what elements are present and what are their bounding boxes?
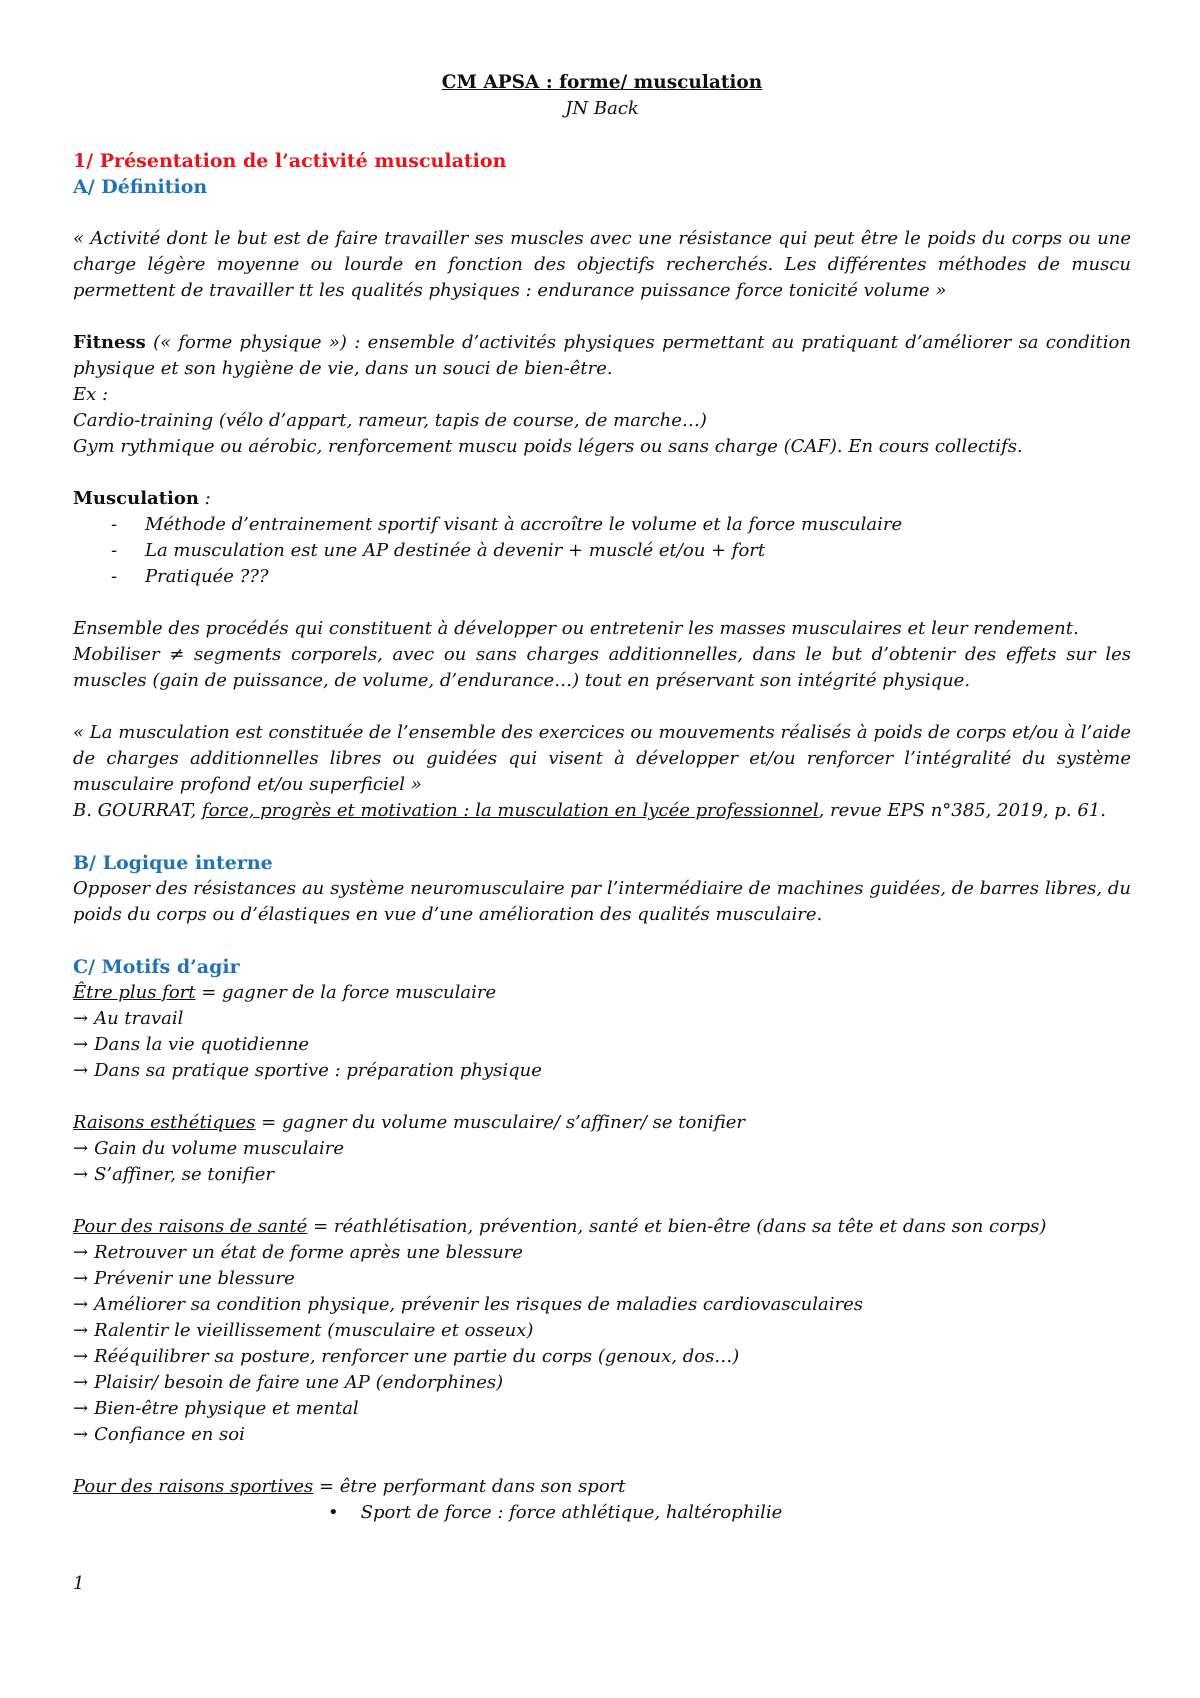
section-a-heading: A/ Définition [73, 176, 208, 198]
motive-description: = gagner du volume musculaire/ s’affiner/ se tonifier [255, 1112, 745, 1133]
list-item: - Pratiquée ??? [111, 564, 1131, 590]
arrow-right-icon: → [73, 1294, 89, 1315]
arrow-right-icon: → [73, 1138, 89, 1159]
motive-label: Raisons esthétiques [73, 1112, 256, 1133]
fitness-example-2: Gym rythmique ou aérobic, renforcement muscu poids légers ou sans charge (CAF). En cours collectifs. [73, 436, 1023, 457]
arrow-item [73, 1344, 1131, 1370]
page-number: 1 [73, 1573, 85, 1594]
arrow-item [73, 1422, 1131, 1448]
motive-group-health [73, 1214, 1131, 1240]
motive-label: Pour des raisons de santé [73, 1216, 308, 1237]
bullet-icon: • [328, 1502, 339, 1523]
arrow-item [73, 1396, 1131, 1422]
motive-description: = réathlétisation, prévention, santé et bien-être (dans sa tête et dans son corps) [307, 1216, 1047, 1237]
arrow-item [73, 1136, 1131, 1162]
arrow-right-icon: → [73, 1372, 89, 1393]
citation-title: force, progrès et motivation : la musculation en lycée professionnel [201, 800, 819, 821]
arrow-item-text: Retrouver un état de forme après une blessure [94, 1242, 523, 1263]
arrow-item-text: Dans la vie quotidienne [94, 1034, 310, 1055]
arrow-item-text: Au travail [94, 1008, 184, 1029]
motive-label: Être plus fort [73, 982, 196, 1003]
arrow-right-icon: → [73, 1060, 89, 1081]
bullet-item [73, 1500, 1131, 1526]
list-item: - Méthode d’entrainement sportif visant à accroître le volume et la force musculaire [111, 512, 1131, 538]
arrow-right-icon: → [73, 1424, 89, 1445]
musculation-list [73, 512, 1131, 590]
list-item: - La musculation est une AP destinée à devenir + musclé et/ou + fort [111, 538, 1131, 564]
section-b-heading: B/ Logique interne [73, 852, 273, 874]
arrow-right-icon: → [73, 1008, 89, 1029]
motive-group-sport [73, 1474, 1131, 1500]
musculation-quote: « La musculation est constituée de l’ensemble des exercices ou mouvements réalisés à poids de corps et/ou à l’aide de charges additionnelles libres ou guidées qui visent à développer et/ou renforcer l’intégralité du système musculaire profond et/ou superficiel » [73, 722, 1131, 795]
spacer [73, 304, 1131, 330]
citation-author: B. GOURRAT, [73, 800, 202, 821]
fitness-paren: (« forme physique ») : [153, 332, 361, 353]
arrow-item-text: S’affiner, se tonifier [94, 1164, 274, 1185]
motive-group-aesthetic [73, 1110, 1131, 1136]
arrow-item [73, 1266, 1131, 1292]
musculation-paragraph-1: Ensemble des procédés qui constituent à développer ou entretenir les masses musculaires et leur rendement. [73, 618, 1079, 639]
arrow-right-icon: → [73, 1034, 89, 1055]
motive-description: = gagner de la force musculaire [195, 982, 497, 1003]
musculation-colon: : [198, 488, 211, 509]
fitness-term: Fitness [73, 332, 146, 353]
section-b-text: Opposer des résistances au système neuromusculaire par l’intermédiaire de machines guidées, de barres libres, du poids du corps ou d’élastiques en vue d’une amélioration des qualités musculaire. [73, 878, 1131, 925]
spacer [73, 928, 1131, 954]
citation [73, 798, 1131, 824]
fitness-text: ensemble d’activités physiques permettant au pratiquant d’améliorer sa condition physique et son hygiène de vie, dans un souci de bien-être. [73, 332, 1131, 379]
arrow-right-icon: → [73, 1346, 89, 1367]
arrow-right-icon: → [73, 1164, 89, 1185]
definition-quote: « Activité dont le but est de faire travailler ses muscles avec une résistance qui peut être le poids du corps ou une charge légère moyenne ou lourde en fonction des objectifs recherchés. Les différentes méthodes de muscu permettent de travailler tt les qualités physiques : endurance puissance force tonicité volume » [73, 228, 1131, 301]
spacer [73, 1448, 1131, 1474]
spacer [73, 122, 1131, 148]
document-title: CM APSA : forme/ musculation [441, 72, 763, 93]
spacer [73, 1084, 1131, 1110]
spacer [73, 1188, 1131, 1214]
arrow-item [73, 1058, 1131, 1084]
arrow-item-text: Rééquilibrer sa posture, renforcer une partie du corps (genoux, dos…) [94, 1346, 740, 1367]
musculation-paragraph-2: Mobiliser ≠ segments corporels, avec ou sans charges additionnelles, dans le but d’obtenir des effets sur les muscles (gain de puissance, de volume, d’endurance…) tout en préservant son intégrité physique. [73, 644, 1131, 691]
arrow-item [73, 1292, 1131, 1318]
arrow-item [73, 1032, 1131, 1058]
document-author: JN Back [565, 98, 639, 119]
spacer [73, 460, 1131, 486]
motive-description: = être performant dans son sport [313, 1476, 626, 1497]
arrow-item-text: Plaisir/ besoin de faire une AP (endorphines) [94, 1372, 504, 1393]
spacer [73, 200, 1131, 226]
arrow-item-text: Confiance en soi [94, 1424, 245, 1445]
citation-source: , revue EPS n°385, 2019, p. 61. [818, 800, 1106, 821]
page-content [73, 70, 1131, 1526]
arrow-item-text: Bien-être physique et mental [94, 1398, 359, 1419]
arrow-right-icon: → [73, 1268, 89, 1289]
section-1-heading: 1/ Présentation de l’activité musculation [73, 150, 507, 172]
fitness-paragraph [73, 330, 1131, 382]
arrow-item [73, 1240, 1131, 1266]
arrow-item-text: Dans sa pratique sportive : préparation physique [94, 1060, 542, 1081]
fitness-example-1: Cardio-training (vélo d’appart, rameur, tapis de course, de marche…) [73, 410, 707, 431]
motive-group-strength [73, 980, 1131, 1006]
arrow-item-text: Ralentir le vieillissement (musculaire et osseux) [94, 1320, 534, 1341]
arrow-item-text: Gain du volume musculaire [94, 1138, 344, 1159]
motive-label: Pour des raisons sportives [73, 1476, 314, 1497]
spacer [73, 694, 1131, 720]
section-c-heading: C/ Motifs d’agir [73, 956, 240, 978]
musculation-heading [73, 486, 1131, 512]
fitness-ex-label: Ex : [73, 384, 109, 405]
arrow-right-icon: → [73, 1320, 89, 1341]
bullet-item-text: Sport de force : force athlétique, haltérophilie [360, 1502, 783, 1523]
arrow-item [73, 1318, 1131, 1344]
spacer [73, 824, 1131, 850]
arrow-item-text: Prévenir une blessure [94, 1268, 295, 1289]
musculation-term: Musculation [73, 488, 199, 509]
arrow-right-icon: → [73, 1398, 89, 1419]
arrow-item [73, 1006, 1131, 1032]
spacer [73, 590, 1131, 616]
arrow-item [73, 1162, 1131, 1188]
arrow-item-text: Améliorer sa condition physique, prévenir les risques de maladies cardiovasculaires [94, 1294, 863, 1315]
arrow-item [73, 1370, 1131, 1396]
arrow-right-icon: → [73, 1242, 89, 1263]
